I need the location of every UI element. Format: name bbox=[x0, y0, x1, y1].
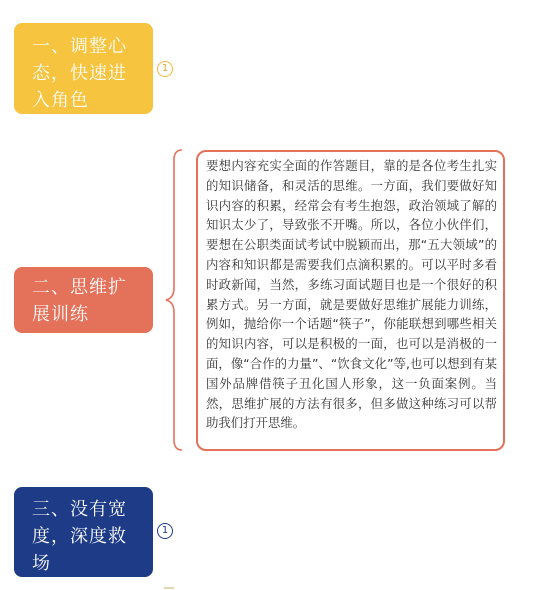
note-count-badge-1[interactable] bbox=[157, 61, 173, 77]
connector-stub bbox=[164, 587, 174, 589]
topic-node-2[interactable] bbox=[14, 267, 153, 333]
note-text: 要想内容充实全面的作答题目，靠的是各位考生扎实的知识储备，和灵活的思维。一方面，我们要做好知识内容的积累，经常会有考生抱怨，政治领域了解的知识太少了，导致张不开嘴。所以，各位小伙伴们，要想在公职类面试考试中脱颖而出，那“五大领域”的内容和知识都是需要我们点滴积累的。可以平时多看时政新闻，当然，多练习面试题目也是一个很好的积累方式。另一方面，就是要做好思维扩展能力训练，例如，抛给你一个话题“筷子”，你能联想到哪些相关的知识内容，可以是积极的一面，也可以是消极的一面，像“合作的力量”、“饮食文化”等,也可以想到有某国外品牌借筷子丑化国人形象，这一负面案例。当然，思维扩展的方法有很多，但多做这种练习可以帮助我们打开思维。 bbox=[206, 158, 497, 431]
topic-node-1[interactable] bbox=[14, 23, 153, 114]
expanded-note-card bbox=[196, 150, 505, 451]
topic-label-3: 三、没有宽度，深度救场 bbox=[32, 499, 127, 574]
brace-path bbox=[166, 150, 182, 450]
brace-connector bbox=[160, 146, 188, 456]
badge-count-3: 1 bbox=[161, 525, 169, 536]
topic-label-2: 二、思维扩展训练 bbox=[32, 277, 127, 325]
topic-node-3[interactable] bbox=[14, 487, 153, 577]
topic-label-1: 一、调整心态，快速进入角色 bbox=[32, 36, 127, 111]
badge-count-1: 1 bbox=[161, 63, 169, 74]
note-count-badge-3[interactable] bbox=[157, 523, 173, 539]
